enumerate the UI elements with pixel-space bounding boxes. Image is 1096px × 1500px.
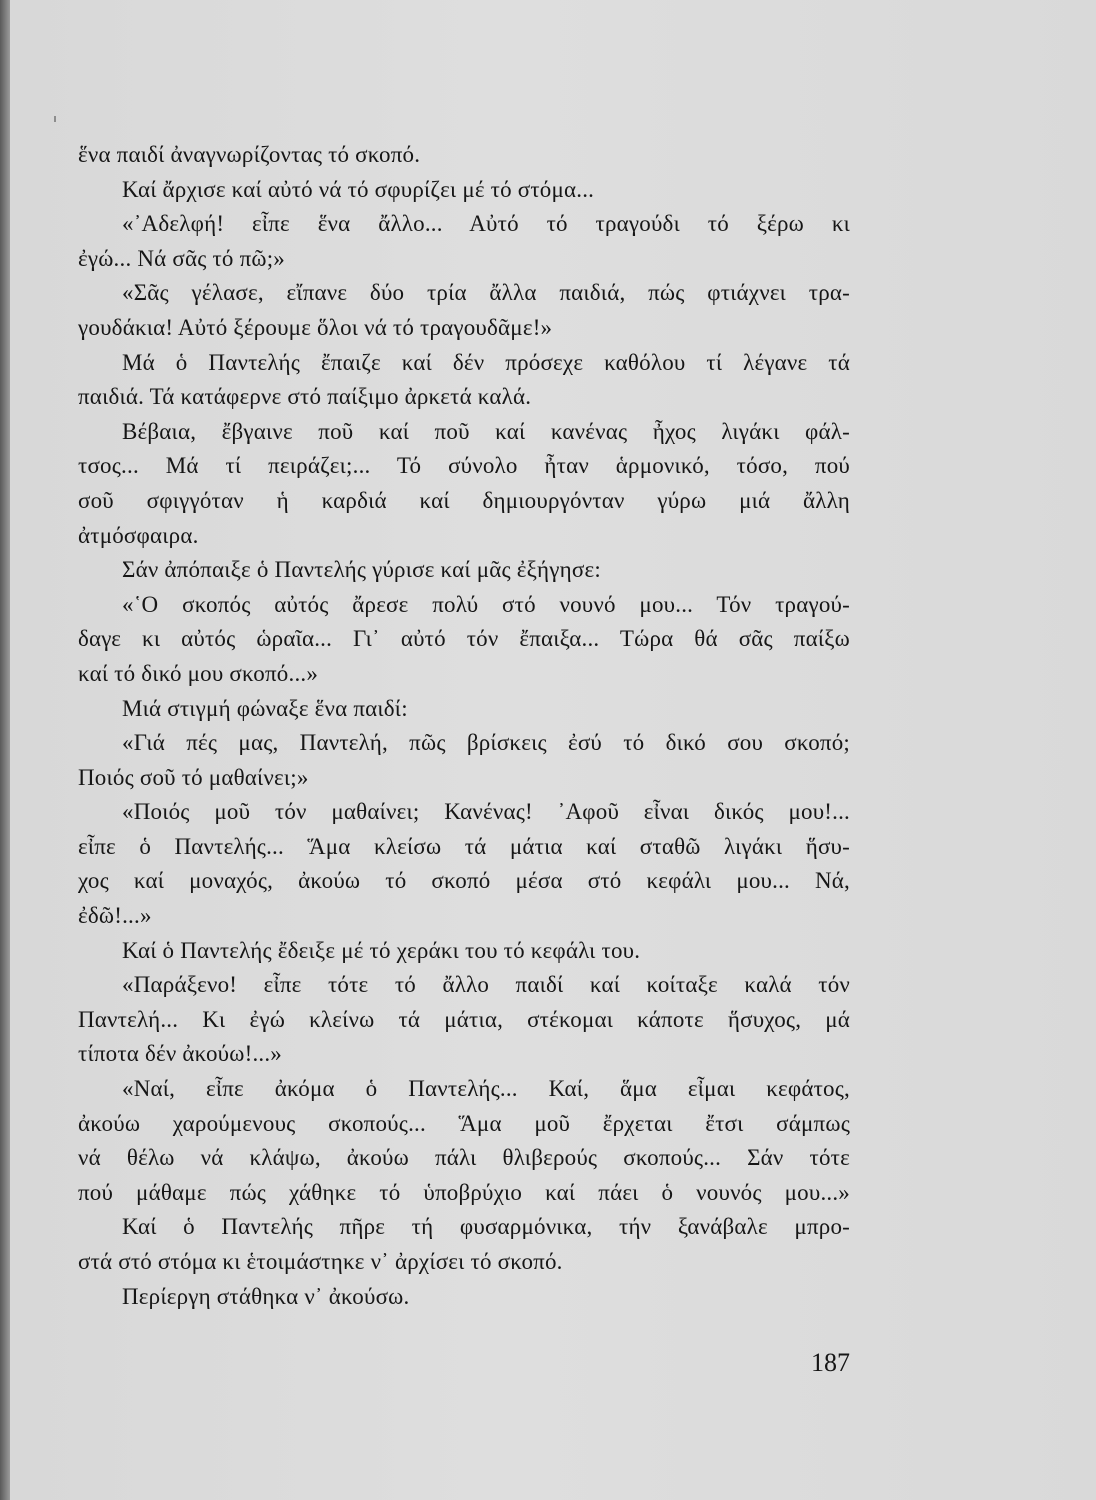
text-line: Ποιός σοῦ τό μαθαίνει;» (78, 764, 309, 790)
text-line: ἐδῶ!...» (78, 903, 152, 929)
text-line: Περίεργη στάθηκα ν᾿ ἀκούσω. (122, 1283, 410, 1309)
text-line: Σάν ἀπόπαιξε ὁ Παντελής γύρισε καί μᾶς ἐξήγησε: (122, 557, 601, 583)
text-line: καί τό δικό μου σκοπό...» (78, 660, 319, 686)
text-line: «῾Ο σκοπός αὐτός ἄρεσε πολύ στό νουνό μου... Τόν τραγού- (122, 591, 850, 617)
text-line: ἀκούω χαρούμενους σκοπούς... Ἅμα μοῦ ἔρχεται ἔτσι σάμπως (78, 1110, 850, 1136)
text-line: εἶπε ὁ Παντελής... Ἅμα κλείσω τά μάτια καί σταθῶ λιγάκι ἥσυ- (78, 833, 850, 859)
text-line: «Ποιός μοῦ τόν μαθαίνει; Κανένας! ᾿Αφοῦ εἶναι δικός μου!... (122, 799, 850, 825)
text-line: Καί ὁ Παντελής ἔδειξε μέ τό χεράκι του τό κεφάλι του. (122, 937, 641, 963)
text-line: «Σᾶς γέλασε, εἴπανε δύο τρία ἄλλα παιδιά, πώς φτιάχνει τρα- (122, 280, 850, 306)
text-line: τίποτα δέν ἀκούω!...» (78, 1041, 283, 1067)
text-line: Παντελή... Κι ἐγώ κλείνω τά μάτια, στέκομαι κάποτε ἥσυχος, μά (78, 1006, 850, 1032)
book-page (10, 0, 1096, 1500)
page-number: 187 (811, 1348, 850, 1377)
text-line: Βέβαια, ἔβγαινε ποῦ καί ποῦ καί κανένας ἦχος λιγάκι φάλ- (122, 418, 850, 444)
text-line: ἐγώ... Νά σᾶς τό πῶ;» (78, 245, 286, 271)
text-line: ἀτμόσφαιρα. (78, 522, 199, 548)
text-line: χος καί μοναχός, ἀκούω τό σκοπό μέσα στό κεφάλι μου... Νά, (78, 868, 850, 894)
text-line: δαγε κι αὐτός ὡραῖα... Γι᾿ αὐτό τόν ἔπαιξα... Τώρα θά σᾶς παίξω (78, 626, 850, 652)
text-line: Μά ὁ Παντελής ἔπαιζε καί δέν πρόσεχε καθόλου τί λέγανε τά (122, 349, 850, 375)
text-line: νά θέλω νά κλάψω, ἀκούω πάλι θλιβερούς σκοπούς... Σάν τότε (78, 1145, 850, 1171)
text-line: γουδάκια! Αὐτό ξέρουμε ὅλοι νά τό τραγουδᾶμε!» (78, 314, 553, 340)
text-line: ἕνα παιδί ἀναγνωρίζοντας τό σκοπό. (78, 142, 421, 167)
text-line: «Παράξενο! εἶπε τότε τό ἄλλο παιδί καί κοίταξε καλά τόν (122, 972, 850, 998)
text-line: «᾿Αδελφή! εἶπε ἕνα ἄλλο... Αὐτό τό τραγούδι τό ξέρω κι (122, 211, 850, 237)
text-line: τσος... Μά τί πειράζει;... Τό σύνολο ἦταν ἁρμονικό, τόσο, πού (78, 453, 850, 479)
scan-mark (54, 116, 56, 122)
text-line: Καί ἄρχισε καί αὐτό νά τό σφυρίζει μέ τό στόμα... (122, 176, 595, 202)
page-text (78, 138, 850, 1314)
text-line: σοῦ σφιγγόταν ἡ καρδιά καί δημιουργόνταν γύρω μιά ἄλλη (78, 487, 850, 513)
text-line: «Ναί, εἶπε ἀκόμα ὁ Παντελής... Καί, ἅμα εἶμαι κεφάτος, (122, 1076, 850, 1102)
text-line: «Γιά πές μας, Παντελή, πῶς βρίσκεις ἐσύ τό δικό σου σκοπό; (122, 730, 850, 756)
text-line: παιδιά. Τά κατάφερνε στό παίξιμο ἀρκετά καλά. (78, 384, 532, 410)
text-line: πού μάθαμε πώς χάθηκε τό ὑποβρύχιο καί πάει ὁ νουνός μου...» (78, 1179, 850, 1205)
text-line: Καί ὁ Παντελής πῆρε τή φυσαρμόνικα, τήν ξανάβαλε μπρο- (122, 1214, 850, 1240)
text-line: στά στό στόμα κι ἑτοιμάστηκε ν᾿ ἀρχίσει τό σκοπό. (78, 1249, 563, 1274)
page-edge-shadow (0, 0, 10, 1500)
text-line: Μιά στιγμή φώναξε ἕνα παιδί: (122, 695, 408, 721)
